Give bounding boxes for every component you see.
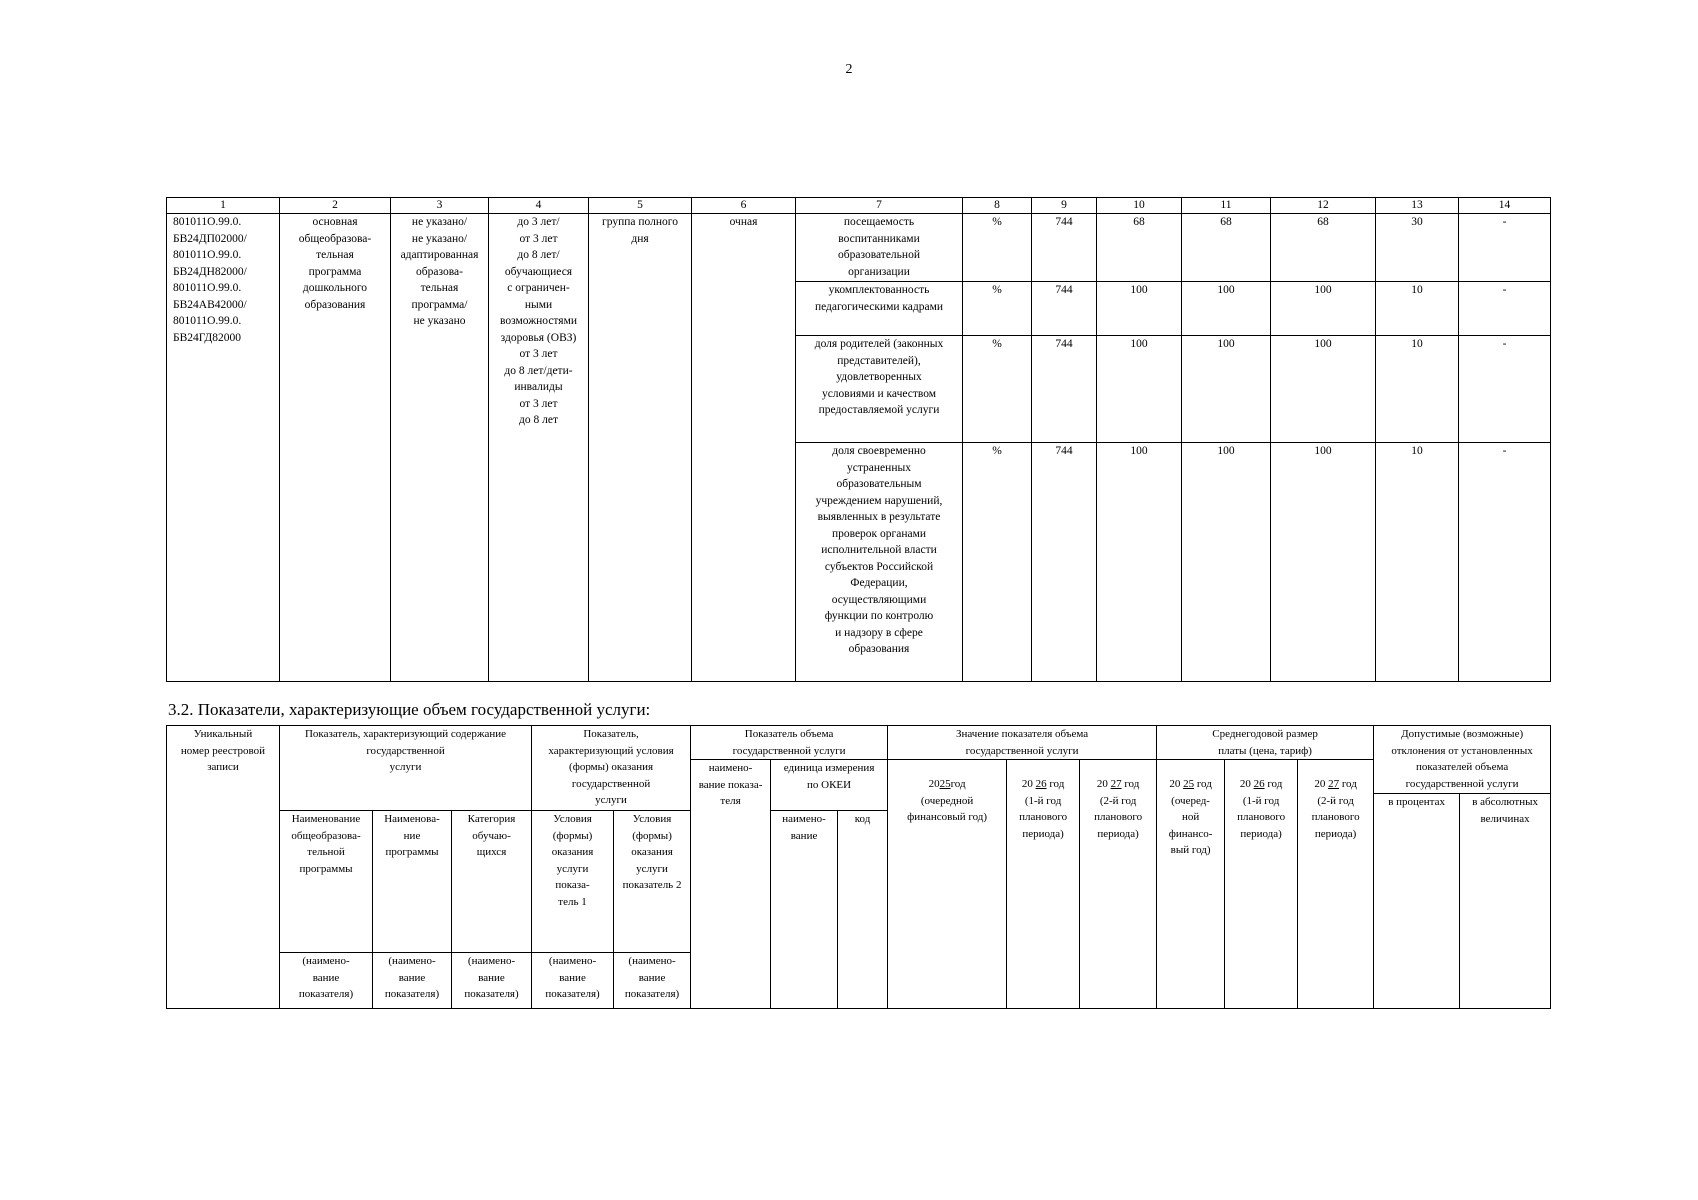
column-number: 5 bbox=[589, 198, 692, 214]
column-number: 3 bbox=[391, 198, 489, 214]
column-number: 14 bbox=[1459, 198, 1551, 214]
indicator-naming-note: (наимено- вание показателя) bbox=[532, 953, 614, 1009]
okei-code: 744 bbox=[1032, 443, 1097, 682]
student-category-cell: до 3 лет/ от 3 лет до 8 лет/ обучающиеся с ограничен- ными возможностями здоровья (ОВЗ) от 3 лет до 8 лет/дети- инвалиды от 3 лет до 8 лет bbox=[489, 214, 589, 682]
value-2025: 100 bbox=[1097, 282, 1182, 336]
conditions-indicator-header: Показатель, характеризующий условия (формы) оказания государственной услуги bbox=[532, 726, 691, 811]
value-2026: 100 bbox=[1182, 336, 1271, 443]
volume-indicators-table bbox=[166, 725, 1551, 1009]
value-2027: 100 bbox=[1271, 336, 1376, 443]
section-title: 3.2. Показатели, характеризующие объем государственной услуги: bbox=[168, 700, 651, 719]
average-fee-header: Среднегодовой размер платы (цена, тариф) bbox=[1157, 726, 1374, 760]
page-number: 2 bbox=[845, 62, 853, 77]
okei-code: 744 bbox=[1032, 282, 1097, 336]
indicator-naming-note: (наимено- вание показателя) bbox=[614, 953, 691, 1009]
column-number: 7 bbox=[796, 198, 963, 214]
column-number: 4 bbox=[489, 198, 589, 214]
table-row bbox=[167, 214, 1551, 282]
fee-year-2027-header: 20 27 год (2-й год планового периода) bbox=[1298, 760, 1374, 1009]
registry-number-header: Уникальный номер реестровой записи bbox=[167, 726, 280, 1009]
column-number: 10 bbox=[1097, 198, 1182, 214]
deviation-absolute-header: в абсолютных величинах bbox=[1460, 794, 1551, 1009]
indicator-name: доля родителей (законных представителей), удовлетворенных условиями и качеством предоставляемой услуги bbox=[796, 336, 963, 443]
column-number: 2 bbox=[280, 198, 391, 214]
unit-name: % bbox=[963, 282, 1032, 336]
content-indicator-header: Показатель, характеризующий содержание государственной услуги bbox=[280, 726, 532, 811]
deviation-absolute: - bbox=[1459, 214, 1551, 282]
value-2025: 100 bbox=[1097, 443, 1182, 682]
program-name-header: Наименова- ние программы bbox=[373, 811, 452, 953]
column-number: 13 bbox=[1376, 198, 1459, 214]
okei-code: 744 bbox=[1032, 214, 1097, 282]
column-number: 6 bbox=[692, 198, 796, 214]
value-2026: 100 bbox=[1182, 443, 1271, 682]
deviation-absolute: - bbox=[1459, 282, 1551, 336]
indicator-name: посещаемость воспитанниками образовательной организации bbox=[796, 214, 963, 282]
volume-indicator-name-header: наимено- вание показа- теля bbox=[691, 760, 771, 1009]
unit-name-header: наимено- вание bbox=[771, 811, 838, 1009]
unit-name: % bbox=[963, 336, 1032, 443]
value-2026: 68 bbox=[1182, 214, 1271, 282]
condition-1-header: Условия (формы) оказания услуги показа- тель 1 bbox=[532, 811, 614, 953]
deviation-percent: 30 bbox=[1376, 214, 1459, 282]
volume-value-header: Значение показателя объема государственной услуги bbox=[888, 726, 1157, 760]
column-number: 11 bbox=[1182, 198, 1271, 214]
header-row bbox=[167, 726, 1551, 743]
condition-1-cell: группа полного дня bbox=[589, 214, 692, 682]
condition-2-header: Условия (формы) оказания услуги показатель 2 bbox=[614, 811, 691, 953]
deviation-absolute: - bbox=[1459, 336, 1551, 443]
deviation-absolute: - bbox=[1459, 443, 1551, 682]
fee-year-2026-header: 20 26 год (1-й год планового периода) bbox=[1225, 760, 1298, 1009]
value-2027: 100 bbox=[1271, 443, 1376, 682]
column-number: 9 bbox=[1032, 198, 1097, 214]
deviation-percent-header: в процентах bbox=[1374, 794, 1460, 1009]
deviation-percent: 10 bbox=[1376, 336, 1459, 443]
column-number-row bbox=[167, 198, 1551, 214]
student-category-header: Категория обучаю- щихся bbox=[452, 811, 532, 953]
unit-code-header: код bbox=[838, 811, 888, 1009]
deviation-percent: 10 bbox=[1376, 443, 1459, 682]
value-year-2025-header: 2025год (очередной финансовый год) bbox=[888, 760, 1007, 1009]
allowed-deviation-header: Допустимые (возможные) отклонения от установленных показателей объема государственной услуги bbox=[1374, 726, 1551, 794]
indicator-naming-note: (наимено- вание показателя) bbox=[373, 953, 452, 1009]
value-2025: 100 bbox=[1097, 336, 1182, 443]
registry-number-cell: 801011О.99.0. БВ24ДП02000/ 801011О.99.0. БВ24ДН82000/ 801011О.99.0. БВ24АВ42000/ 801011О.99.0. БВ24ГД82000 bbox=[167, 214, 280, 682]
program-name-cell: не указано/ не указано/ адаптированная образова- тельная программа/ не указано bbox=[391, 214, 489, 682]
value-2027: 68 bbox=[1271, 214, 1376, 282]
column-number: 8 bbox=[963, 198, 1032, 214]
okei-code: 744 bbox=[1032, 336, 1097, 443]
unit-name: % bbox=[963, 443, 1032, 682]
program-type-header: Наименование общеобразова- тельной программы bbox=[280, 811, 373, 953]
indicator-name: доля своевременно устраненных образовательным учреждением нарушений, выявленных в результате проверок органами исполнительной власти субъектов Российской Федерации, осуществляющими функции по контролю и надзору в сфере образования bbox=[796, 443, 963, 682]
indicator-naming-note: (наимено- вание показателя) bbox=[280, 953, 373, 1009]
value-2027: 100 bbox=[1271, 282, 1376, 336]
unit-name: % bbox=[963, 214, 1032, 282]
deviation-percent: 10 bbox=[1376, 282, 1459, 336]
fee-year-2025-header: 20 25 год (очеред- ной финансо- вый год) bbox=[1157, 760, 1225, 1009]
column-number: 12 bbox=[1271, 198, 1376, 214]
condition-2-cell: очная bbox=[692, 214, 796, 682]
indicator-naming-note: (наимено- вание показателя) bbox=[452, 953, 532, 1009]
volume-indicator-header: Показатель объема государственной услуги bbox=[691, 726, 888, 760]
indicator-name: укомплектованность педагогическими кадрами bbox=[796, 282, 963, 336]
value-2025: 68 bbox=[1097, 214, 1182, 282]
value-year-2026-header: 20 26 год (1-й год планового периода) bbox=[1007, 760, 1080, 1009]
quality-indicators-table bbox=[166, 197, 1551, 682]
column-number: 1 bbox=[167, 198, 280, 214]
program-type-cell: основная общеобразова- тельная программа дошкольного образования bbox=[280, 214, 391, 682]
okei-unit-header: единица измерения по ОКЕИ bbox=[771, 760, 888, 811]
value-year-2027-header: 20 27 год (2-й год планового периода) bbox=[1080, 760, 1157, 1009]
value-2026: 100 bbox=[1182, 282, 1271, 336]
